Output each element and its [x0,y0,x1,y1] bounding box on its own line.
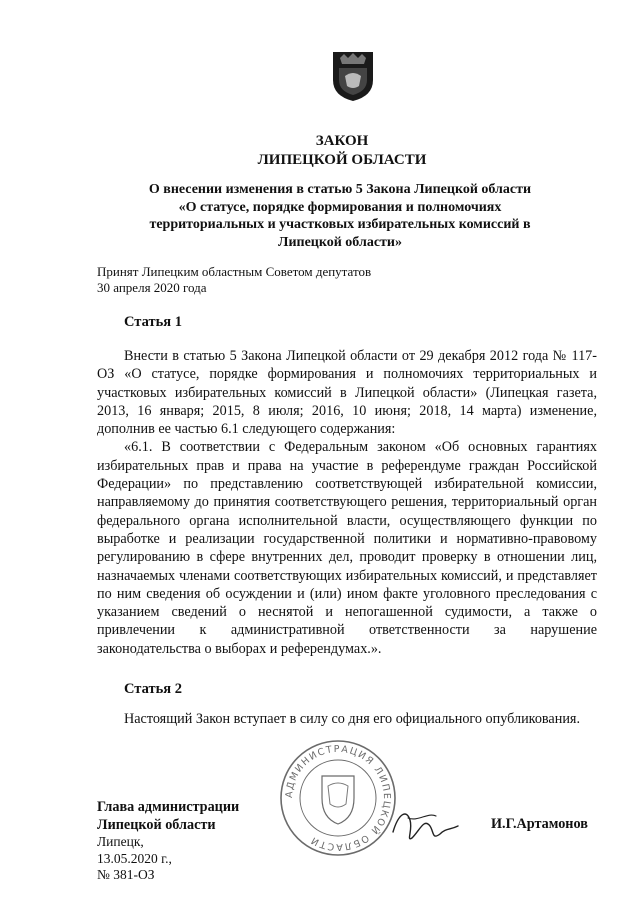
signatory-position [97,798,239,834]
law-subtitle [120,181,560,251]
article-2-paragraph: Настоящий Закон вступает в силу со дня его официального опубликования. [124,711,580,727]
subtitle-line: территориальных и участковых избирательных комиссий в [149,217,531,232]
article-2-heading: Статья 2 [124,681,182,697]
coat-of-arms-icon [330,50,376,102]
city: Липецк, [97,834,144,849]
position-line: Глава администрации [97,799,240,815]
region-title: ЛИПЕЦКОЙ ОБЛАСТИ [257,152,427,168]
adoption-date: 30 апреля 2020 года [97,280,207,295]
adoption-body: Принят Липецким областным Советом депутатов [97,264,372,279]
handwritten-signature [388,800,468,850]
official-seal [278,738,398,858]
article-1-heading: Статья 1 [124,314,182,330]
law-title: ЗАКОН [315,133,369,149]
subtitle-line: «О статусе, порядке формирования и полномочиях [178,199,502,215]
seal-text: АДМИНИСТРАЦИЯ ЛИПЕЦКОЙ ОБЛАСТИ [283,743,393,853]
signatory-name: И.Г.Артамонов [491,816,588,832]
subtitle-line: Липецкой области» [278,234,402,250]
subtitle-line: О внесении изменения в статью 5 Закона Липецкой области [148,182,532,197]
article-1-body [97,347,597,658]
article-1-paragraph: Внести в статью 5 Закона Липецкой области от 29 декабря 2012 года № 117-ОЗ «О статусе, порядке формирования и полномочиях территориальных и участковых избирательных комиссий в Липецкой области» (Липецкая газета, 2013, 16 января; 2015, 8 июля; 2016, 10 июня; 2018, 14 марта) изменение, дополнив ее частью 6.1 следующего содержания: [97,348,597,438]
adoption-note [97,264,371,296]
law-number: № 381-ОЗ [97,867,155,882]
article-1-paragraph: «6.1. В соответствии с Федеральным законом «Об основных гарантиях избирательных прав и права на участие в референдуме граждан Российской Федерации» по представлению соответствующей избирательной комиссии, направляемому до принятия соответствующего решения, территориальный орган федерального органа исполнительной власти, осуществляющего функции по выработке и реализации государственной политики и нормативно-правовому регулированию в сфере внутренних дел, проводит проверку в отношении лиц, назначаемых членами соответствующих избирательных комиссий, и представляет по ним сведения об осуждении и (или) ином факте уголовного преследования с указанием сведений о неснятой и непогашенной судимости, а также о привлечении к административной ответственности за нарушение законодательства о выборах и референдумах.». [97,439,597,657]
place-and-date [97,834,172,884]
signing-date: 13.05.2020 г., [97,850,172,866]
article-2-body [97,710,597,728]
position-line: Липецкой области [97,817,216,833]
